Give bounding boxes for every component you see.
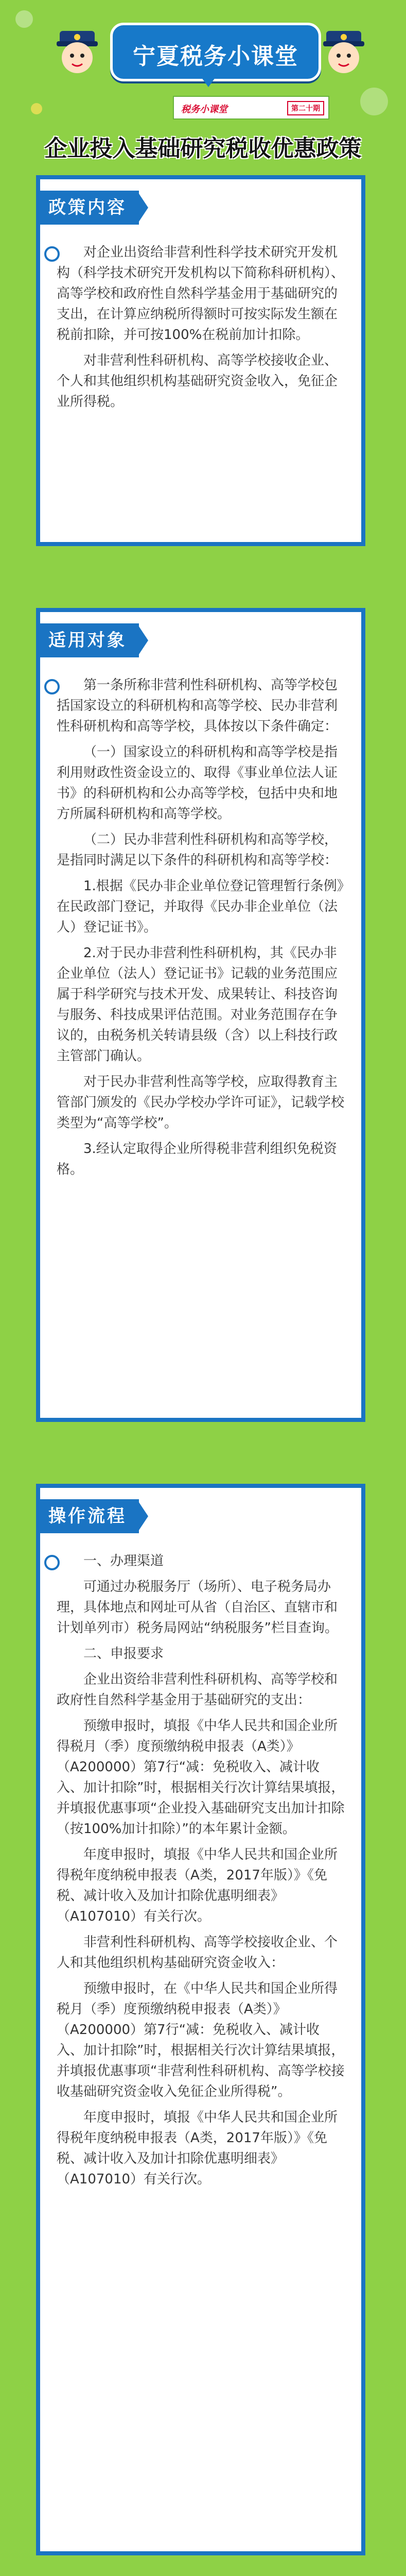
procedure-paragraph: 预缴申报时，填报《中华人民共和国企业所得税月（季）度预缴纳税申报表（A类）》（A200000）第7行“减：免税收入、减计收入、加计扣除”时，根据相关行次计算结果填报，并填报优惠事项“企业投入基础研究支出加计扣除（按100%加计扣除）”的本年累计金额。 bbox=[57, 1718, 345, 1837]
procedure-paragraph: 非营利性科研机构、高等学校接收企业、个人和其他组织机构基础研究资金收入： bbox=[57, 1935, 338, 1971]
target-paragraph: 2.对于民办非营利性科研机构，其《民办非企业单位（法人）登记证书》记载的业务范围应属于科学研究与技术开发、成果转让、科技咨询与服务、科技成果评估范围。对业务范围存在争议的，由税务机关转请县级（含）以上科技行政主管部门确认。 bbox=[57, 945, 338, 1064]
target-paragraph: 1.根据《民办非企业单位登记管理暂行条例》在民政部门登记，并取得《民办非企业单位（法人）登记证书》。 bbox=[57, 878, 344, 935]
procedure-content bbox=[57, 1551, 345, 2195]
header-banner bbox=[0, 0, 406, 175]
target-heading: 适用对象 bbox=[36, 623, 139, 657]
series-name: 税务小课堂 bbox=[181, 104, 227, 115]
title-bubble bbox=[110, 23, 321, 81]
target-paragraph: （一）国家设立的科研机构和高等学校是指利用财政性资金设立的、取得《事业单位法人证书》的科研机构和公办高等学校，包括中央和地方所属科研机构和高等学校。 bbox=[57, 744, 338, 822]
target-paragraph: （二）民办非营利性科研机构和高等学校，是指同时满足以下条件的科研机构和高等学校： bbox=[57, 832, 338, 868]
procedure-paragraph: 企业出资给非营利性科研机构、高等学校和政府性自然科学基金用于基础研究的支出： bbox=[57, 1672, 338, 1708]
policy-heading: 政策内容 bbox=[36, 191, 139, 225]
decor-dot bbox=[31, 103, 42, 114]
page-title: 企业投入基础研究税收优惠政策 bbox=[44, 135, 362, 162]
decor-dot bbox=[360, 88, 388, 115]
procedure-paragraph: 二、申报要求 bbox=[83, 1646, 164, 1662]
procedure-paragraph: 年度申报时，填报《中华人民共和国企业所得税年度纳税申报表（A类，2017年版）》《免税、减计收入及加计扣除优惠明细表》（A107010）有关行次。 bbox=[57, 1847, 338, 1924]
policy-content bbox=[57, 242, 345, 417]
procedure-paragraph: 年度申报时，填报《中华人民共和国企业所得税年度纳税申报表（A类，2017年版）》《免税、减计收入及加计扣除优惠明细表》（A107010）有关行次。 bbox=[57, 2110, 338, 2187]
series-label bbox=[173, 96, 329, 120]
target-paragraph: 第一条所称非营利性科研机构、高等学校包括国家设立的科研机构和高等学校、民办非营利性科研机构和高等学校，具体按以下条件确定： bbox=[57, 677, 338, 734]
procedure-paragraph: 一、办理渠道 bbox=[83, 1553, 164, 1569]
decor-dot bbox=[15, 10, 33, 28]
issue-badge: 第二十期 bbox=[287, 101, 324, 115]
policy-paragraph: 对非营利性科研机构、高等学校接收企业、个人和其他组织机构基础研究资金收入，免征企业所得税。 bbox=[57, 353, 338, 410]
target-paragraph: 3.经认定取得企业所得税非营利组织免税资格。 bbox=[57, 1141, 337, 1177]
procedure-paragraph: 可通过办税服务厅（场所）、电子税务局办理，具体地点和网址可从省（自治区、直辖市和计划单列市）税务局网站“纳税服务”栏目查询。 bbox=[57, 1579, 338, 1636]
target-paragraph: 对于民办非营利性高等学校，应取得教育主管部门颁发的《民办学校办学许可证》，记载学校类型为“高等学校”。 bbox=[57, 1074, 345, 1131]
bubble-tail bbox=[200, 76, 217, 87]
target-content bbox=[57, 675, 345, 1185]
procedure-heading: 操作流程 bbox=[36, 1499, 139, 1533]
banner-title: 宁夏税务小课堂 bbox=[133, 43, 298, 70]
procedure-paragraph: 预缴申报时，在《中华人民共和国企业所得税月（季）度预缴纳税申报表（A类）》（A200000）第7行“减：免税收入、减计收入、加计扣除”时，根据相关行次计算结果填报，并填报优惠事项“非营利性科研机构、高等学校接收基础研究资金收入免征企业所得税”。 bbox=[57, 1981, 345, 2099]
mascot-right-icon bbox=[320, 26, 367, 79]
policy-paragraph: 对企业出资给非营利性科学技术研究开发机构（科学技术研究开发机构以下简称科研机构）、高等学校和政府性自然科学基金用于基础研究的支出，在计算应纳税所得额时可按实际发生额在税前扣除，并可按100%在税前加计扣除。 bbox=[57, 245, 345, 343]
mascot-left-icon bbox=[54, 26, 101, 79]
